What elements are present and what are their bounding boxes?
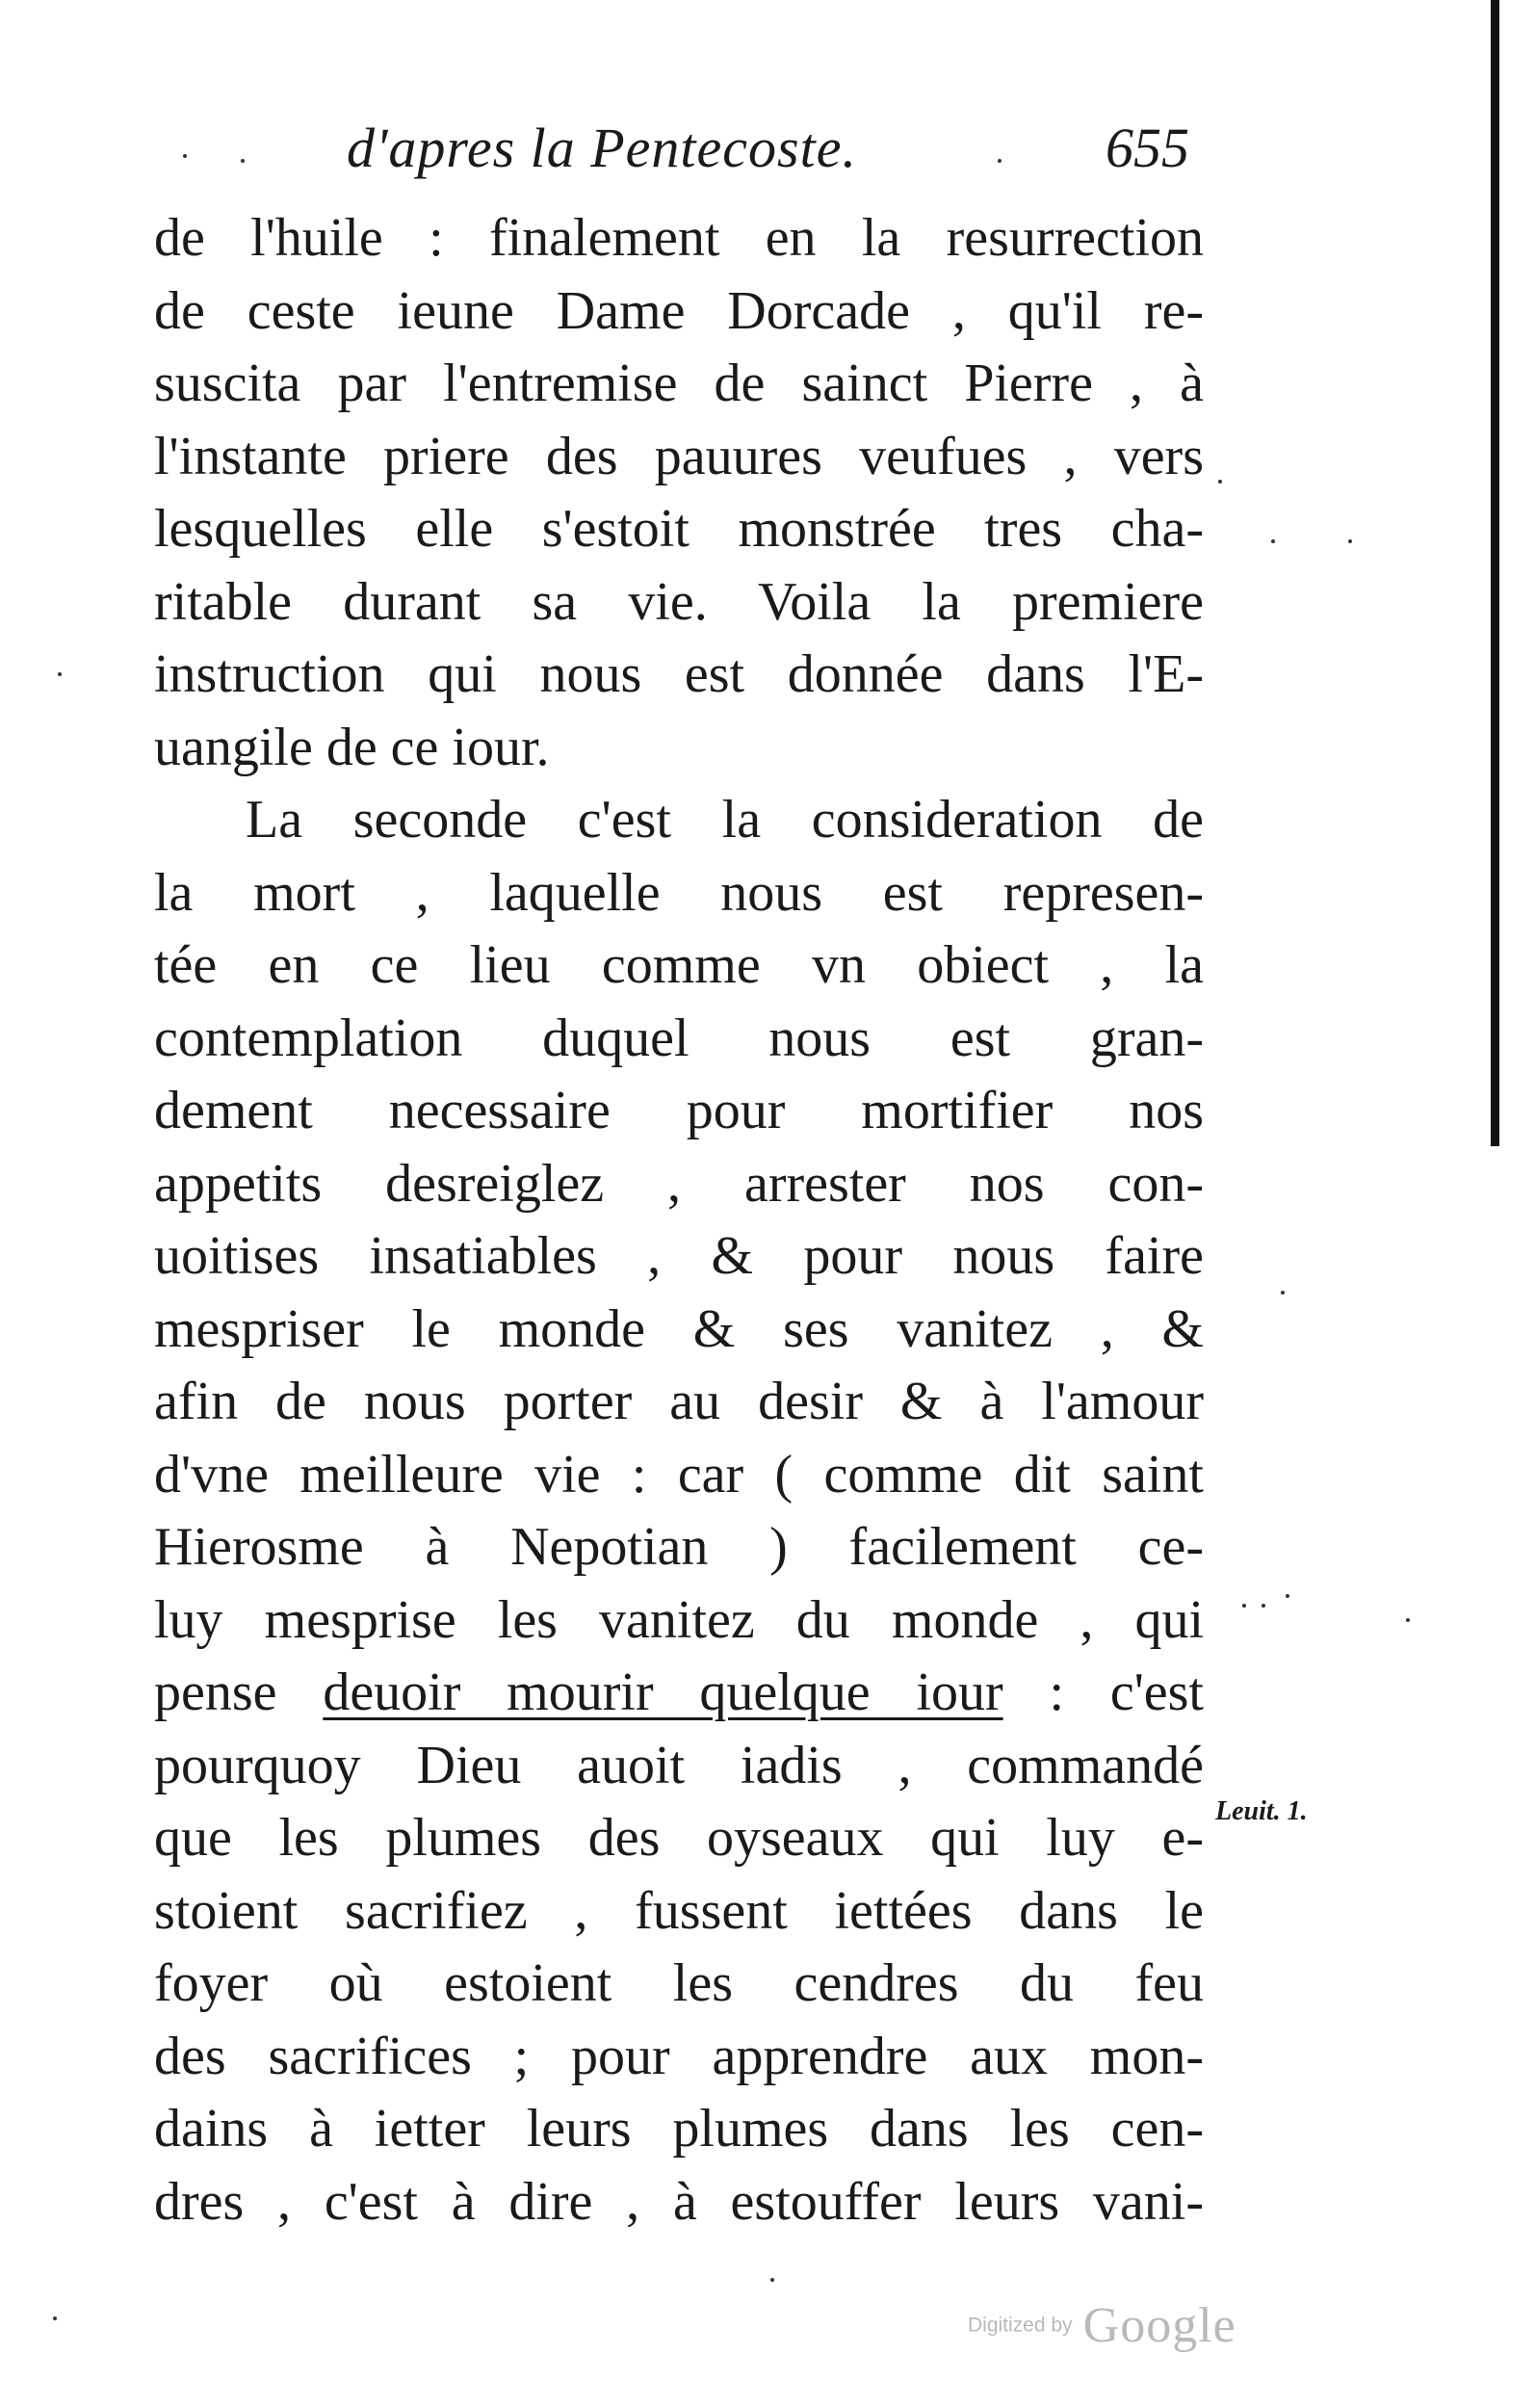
text-line: luy mesprise les vanitez du monde , qui (154, 1589, 1204, 1650)
google-logo: Google (1082, 2298, 1236, 2353)
text-line: contemplation duquel nous est gran- (154, 1008, 1204, 1068)
running-head: d'apres la Pentecoste. (347, 117, 857, 179)
scan-speck (1262, 1604, 1265, 1608)
text-line-paragraph-start: La seconde c'est la consideration de (246, 790, 1204, 850)
scan-speck (1348, 539, 1352, 543)
text-line: afin de nous porter au desir & à l'amour (154, 1372, 1204, 1431)
scan-speck (1218, 480, 1222, 484)
text-line: dains à ietter leurs plumes dans les cen- (154, 2099, 1204, 2159)
page-edge-rule (1491, 0, 1499, 1146)
margin-note: Leuit. 1. (1215, 1796, 1308, 1826)
text-line: de ceste ieune Dame Dorcade , qu'il re- (154, 280, 1204, 341)
scan-speck (1286, 1594, 1289, 1598)
text-line: de l'huile : finalement en la resurrection (154, 208, 1204, 268)
text-line-underlined: pense deuoir mourir quelque iour : c'est (154, 1662, 1204, 1722)
text-line: des sacrifices ; pour apprendre aux mon- (154, 2026, 1204, 2086)
text-line: instruction qui nous est donnée dans l'E- (154, 644, 1204, 704)
text-line: pourquoy Dieu auoit iadis , commandé (154, 1735, 1204, 1795)
text-line: Hierosme à Nepotian ) facilement ce- (154, 1517, 1204, 1577)
text-line: stoient sacrifiez , fussent iettées dans le (154, 1880, 1204, 1941)
text-line: suscita par l'entremise de sainct Pierre , à (154, 353, 1204, 413)
handwritten-underline: deuoir mourir quelque iour (323, 1662, 1003, 1722)
text-line: dement necessaire pour mortifier nos (154, 1081, 1204, 1140)
scan-speck (1242, 1604, 1246, 1608)
text-line: l'instante priere des pauures veufues , vers (154, 426, 1204, 486)
text-line: ritable durant sa vie. Voila la premiere (154, 571, 1204, 632)
scan-speck (58, 672, 62, 676)
text-line-paragraph-end: uangile de ce iour. (154, 717, 550, 777)
text-line: lesquelles elle s'estoit monstrée tres cha- (154, 499, 1204, 559)
scan-speck (998, 159, 1002, 163)
page-number: 655 (1106, 117, 1189, 179)
text-line: la mort , laquelle nous est represen- (154, 862, 1204, 923)
scan-speck (1281, 1291, 1285, 1295)
text-line: d'vne meilleure vie : car ( comme dit saint (154, 1444, 1204, 1505)
google-watermark (968, 2297, 1236, 2354)
text-line: appetits desreiglez , arrester nos con- (154, 1153, 1204, 1214)
scan-speck (1406, 1618, 1410, 1622)
text-line: uoitises insatiables , & pour nous faire (154, 1226, 1204, 1286)
text-line: foyer où estoient les cendres du feu (154, 1953, 1204, 2013)
scan-speck (770, 2278, 774, 2282)
text-line: mespriser le monde & ses vanitez , & (154, 1298, 1204, 1359)
scan-speck (183, 154, 187, 158)
watermark-prefix: Digitized by (968, 2314, 1073, 2337)
text-line: tée en ce lieu comme vn obiect , la (154, 935, 1204, 995)
scan-speck (1271, 539, 1275, 543)
scan-speck (241, 159, 245, 163)
body-text (154, 202, 1204, 2238)
scan-speck (53, 2316, 57, 2320)
text-line: dres , c'est à dire , à estouffer leurs vani- (154, 2171, 1204, 2232)
text-line: que les plumes des oyseaux qui luy e- (154, 1808, 1204, 1868)
